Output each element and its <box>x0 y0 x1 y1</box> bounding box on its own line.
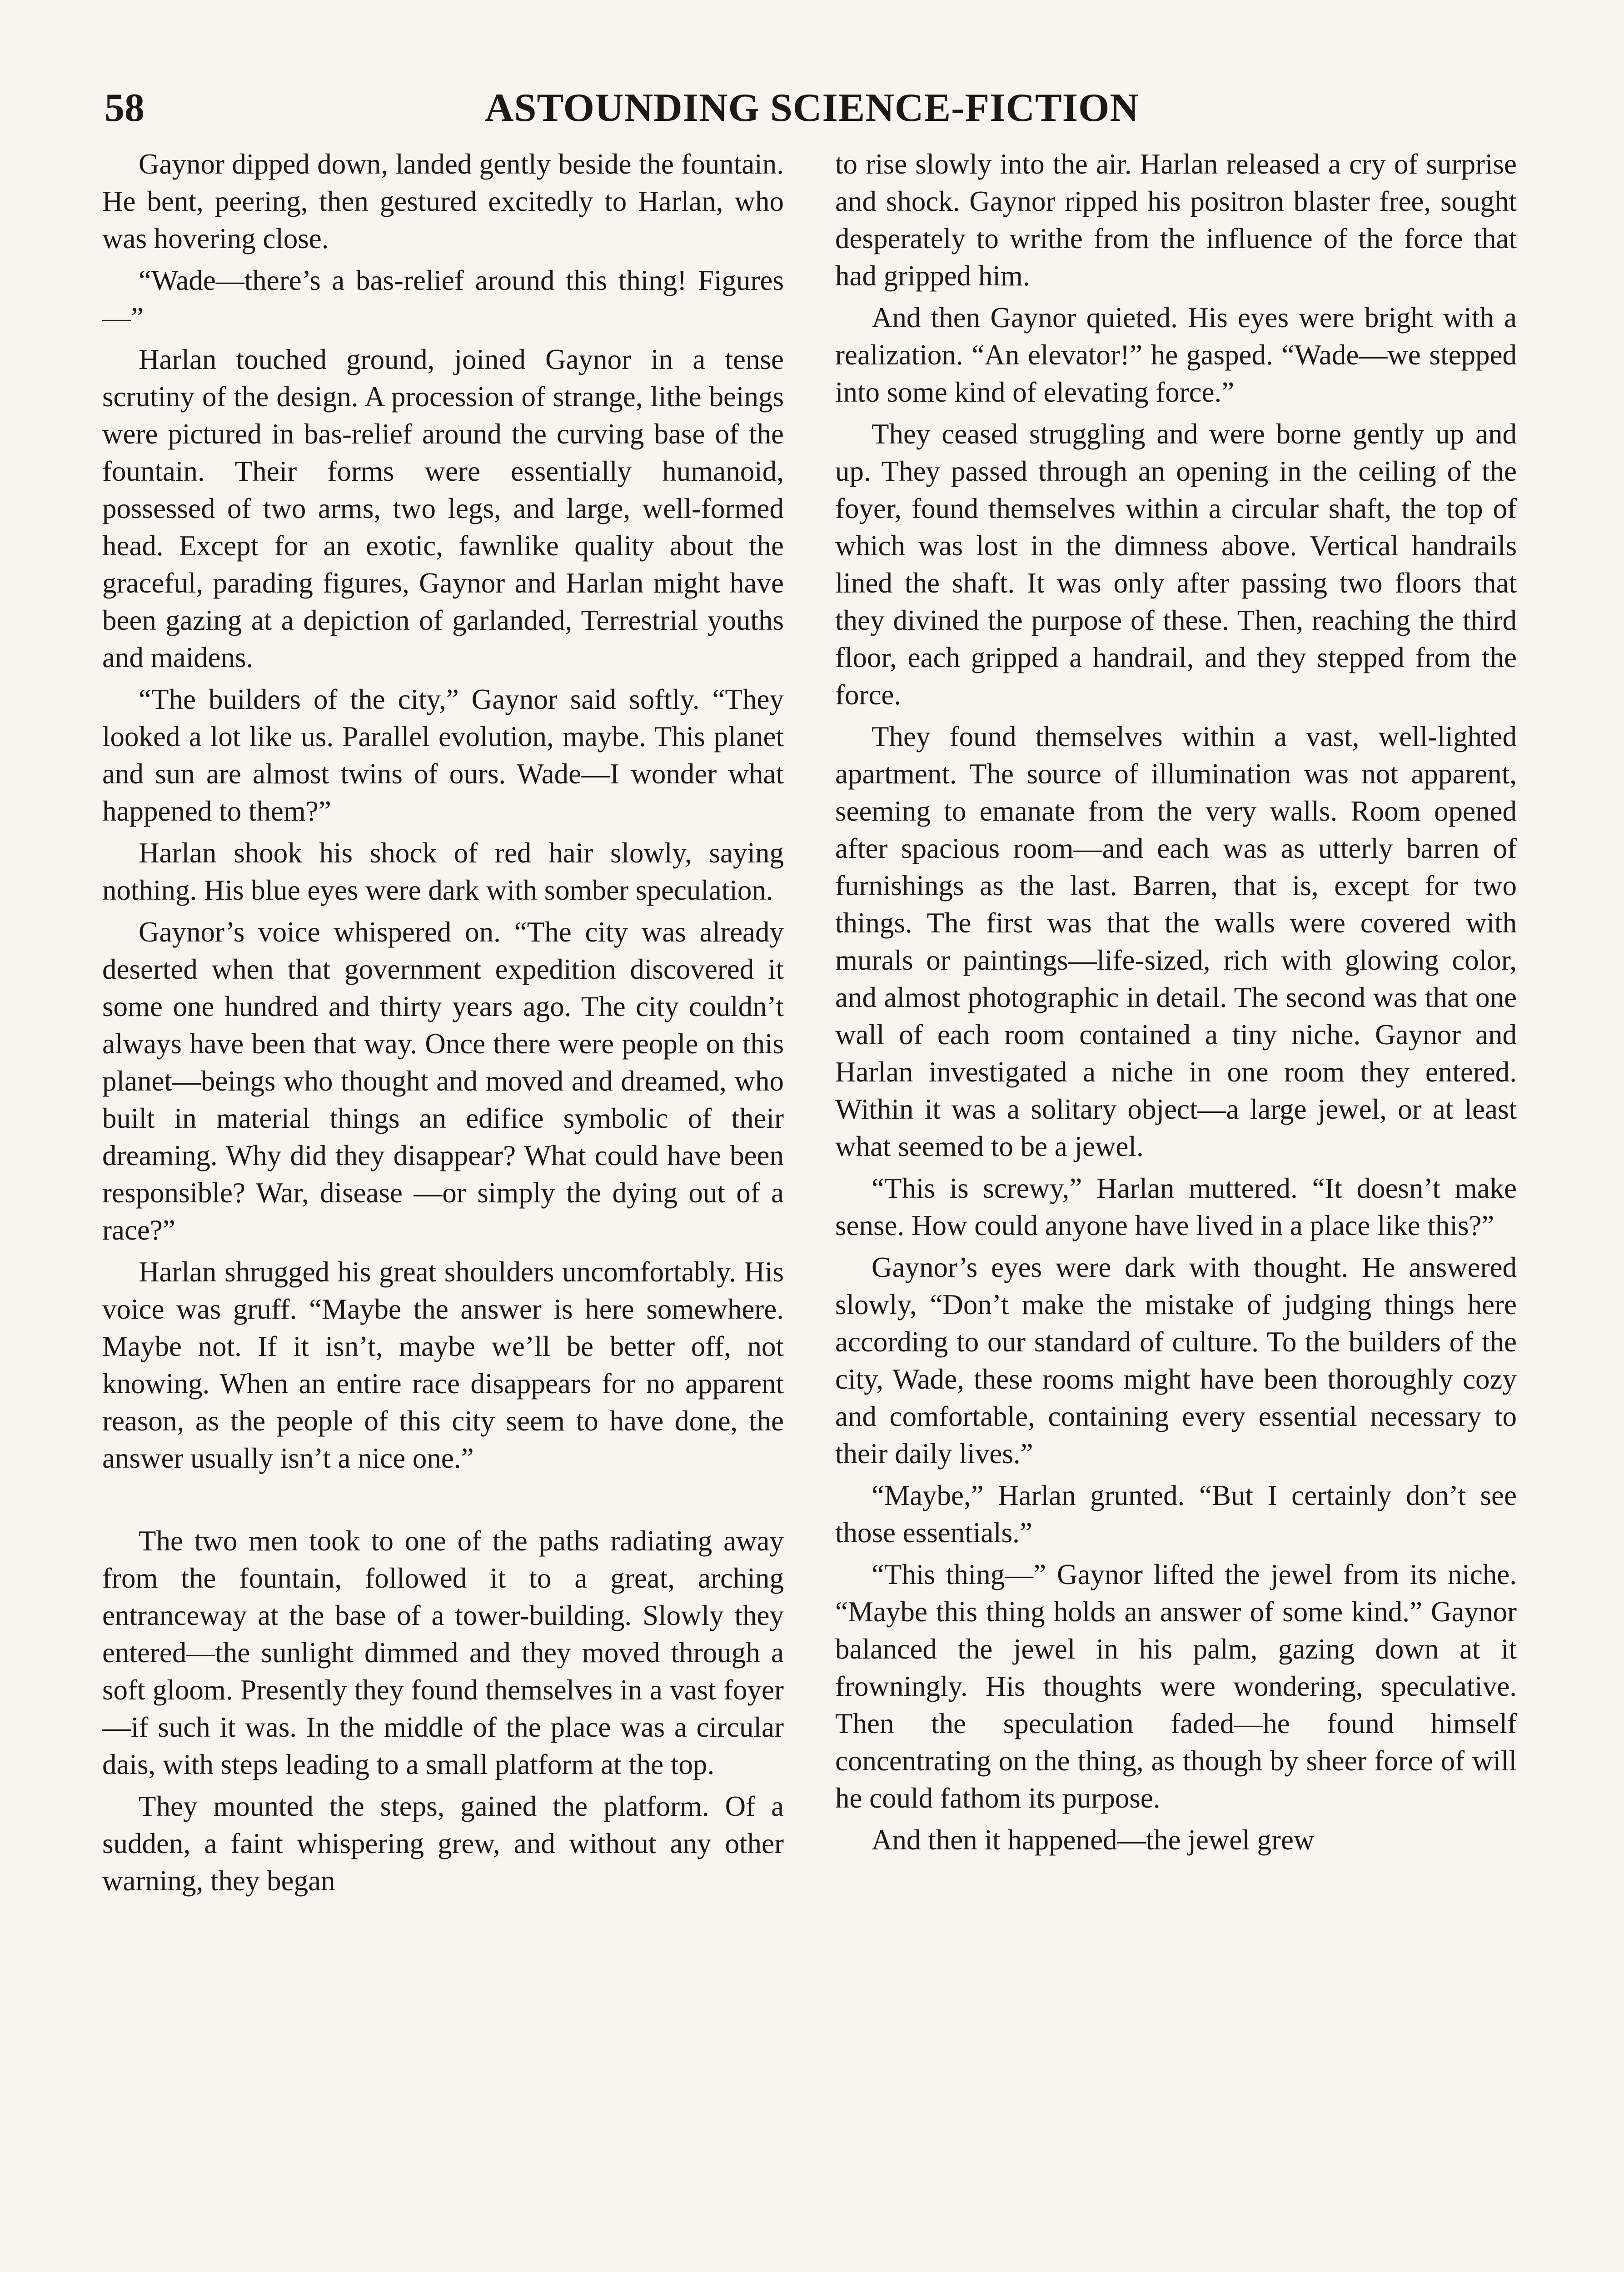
paragraph: Gaynor’s voice whispered on. “The city was already deserted when that government expedition discovered it some one hundred and thirty years ago. The city couldn’t always have been that way. Once there were people on this planet—beings who thought and moved and dreamed, who built in material things an edifice symbolic of their dreaming. Why did they disappear? What could have been responsible? War, disease —or simply the dying out of a race?” <box>102 916 784 1246</box>
paragraph: “The builders of the city,” Gaynor said softly. “They looked a lot like us. Parallel evolution, maybe. This planet and sun are almost twins of ours. Wade—I wonder what happened to them?” <box>102 683 784 827</box>
magazine-title: ASTOUNDING SCIENCE-FICTION <box>485 86 1139 130</box>
page-number: 58 <box>105 86 144 130</box>
paragraph: to rise slowly into the air. Harlan released a cry of surprise and shock. Gaynor ripped his positron blaster free, sought desperately to writhe from the influence of the force that had gripped him. <box>835 148 1517 292</box>
left-column <box>102 145 784 1904</box>
paragraph: Harlan shrugged his great shoulders uncomfortably. His voice was gruff. “Maybe the answer is here somewhere. Maybe not. If it isn’t, maybe we’ll be better off, not knowing. When an entire race disappears for no apparent reason, as the people of this city seem to have done, the answer usually isn’t a nice one.” <box>102 1256 784 1474</box>
paragraph: Gaynor dipped down, landed gently beside the fountain. He bent, peering, then gestured excitedly to Harlan, who was hovering close. <box>102 148 784 254</box>
paragraph: “This thing—” Gaynor lifted the jewel from its niche. “Maybe this thing holds an answer of some kind.” Gaynor balanced the jewel in his palm, gazing down at it frowningly. His thoughts were wondering, speculative. Then the speculation faded—he found himself concentrating on the thing, as though by sheer force of will he could fathom its purpose. <box>835 1559 1517 1814</box>
paragraph: They found themselves within a vast, well-lighted apartment. The source of illumination was not apparent, seeming to emanate from the very walls. Room opened after spacious room—and each was as utterly barren of furnishings as the last. Barren, that is, except for two things. The first was that the walls were covered with murals or paintings—life-sized, rich with glowing color, and almost photographic in detail. The second was that one wall of each room contained a tiny niche. Gaynor and Harlan investigated a niche in one room they entered. Within it was a solitary object—a large jewel, or at least what seemed to be a jewel. <box>835 721 1517 1162</box>
paragraph: “Wade—there’s a bas-relief around this thing! Figures—” <box>102 264 784 334</box>
paragraph: And then it happened—the jewel grew <box>872 1824 1315 1856</box>
paragraph: “Maybe,” Harlan grunted. “But I certainly don’t see those essentials.” <box>835 1480 1517 1549</box>
paragraph: Gaynor’s eyes were dark with thought. He answered slowly, “Don’t make the mistake of judging things here according to our standard of culture. To the builders of the city, Wade, these rooms might have been thoroughly cozy and comfortable, containing every essential necessary to their daily lives.” <box>835 1251 1517 1470</box>
paragraph: And then Gaynor quieted. His eyes were bright with a realization. “An elevator!” he gasped. “Wade—we stepped into some kind of elevating force.” <box>835 302 1517 408</box>
paragraph: “This is screwy,” Harlan muttered. “It doesn’t make sense. How could anyone have lived in a place like this?” <box>835 1172 1517 1241</box>
paragraph: They ceased struggling and were borne gently up and up. They passed through an opening in the ceiling of the foyer, found themselves within a circular shaft, the top of which was lost in the dimness above. Vertical handrails lined the shaft. It was only after passing two floors that they divined the purpose of these. Then, reaching the third floor, each gripped a handrail, and they stepped from the force. <box>835 418 1517 711</box>
paragraph: They mounted the steps, gained the platform. Of a sudden, a faint whispering grew, and without any other warning, they began <box>102 1790 784 1897</box>
right-column <box>835 145 1517 1863</box>
paragraph: The two men took to one of the paths radiating away from the fountain, followed it to a great, arching entranceway at the base of a tower-building. Slowly they entered—the sunlight dimmed and they moved through a soft gloom. Presently they found themselves in a vast foyer—if such it was. In the middle of the place was a circular dais, with steps leading to a small platform at the top. <box>102 1525 784 1780</box>
paragraph: Harlan touched ground, joined Gaynor in a tense scrutiny of the design. A procession of strange, lithe beings were pictured in bas-relief around the curving base of the fountain. Their forms were essentially humanoid, possessed of two arms, two legs, and large, well-formed head. Except for an exotic, fawnlike quality about the graceful, parading figures, Gaynor and Harlan might have been gazing at a depiction of garlanded, Terrestrial youths and maidens. <box>102 344 784 673</box>
paragraph: Harlan shook his shock of red hair slowly, saying nothing. His blue eyes were dark with somber speculation. <box>102 837 784 906</box>
page-header <box>105 81 1519 135</box>
